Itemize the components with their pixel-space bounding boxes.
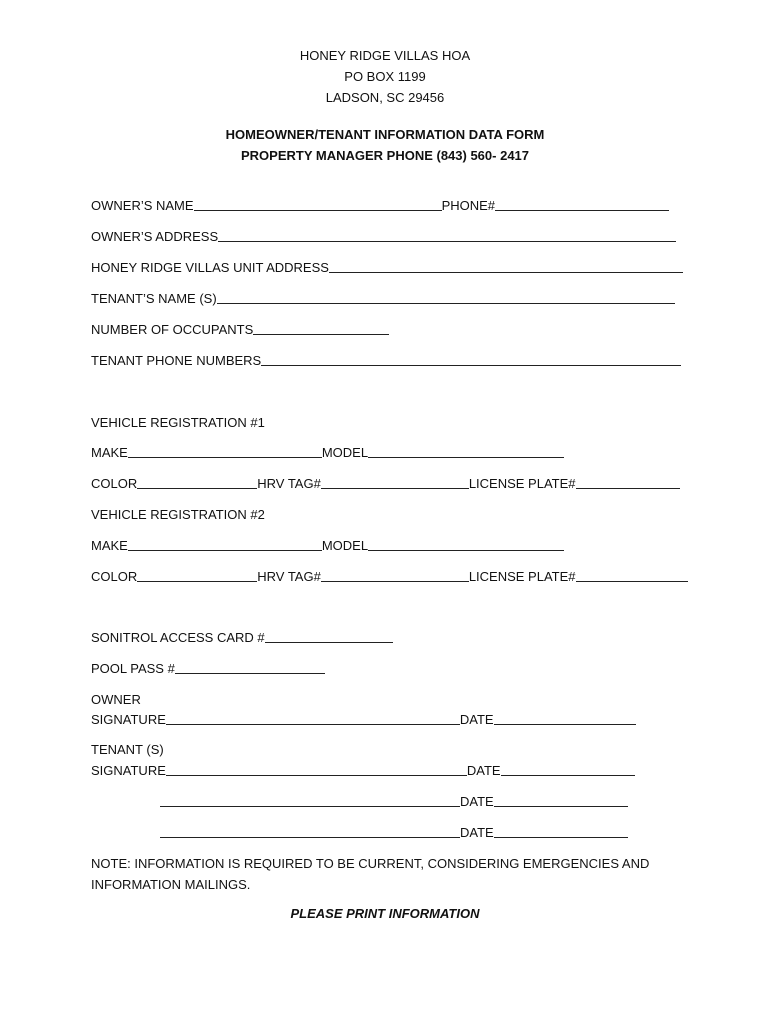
make-label: MAKE [91, 538, 128, 553]
pool-pass-row [91, 661, 325, 676]
footer-instruction: PLEASE PRINT INFORMATION [290, 906, 480, 921]
vehicle2-make-field[interactable] [128, 538, 322, 551]
owner-address-row [91, 229, 676, 244]
vehicle2-plate-field[interactable] [576, 569, 688, 582]
owner-address-label: OWNER’S ADDRESS [91, 229, 219, 244]
unit-address-row [91, 260, 683, 275]
occupants-row [91, 322, 389, 337]
pool-pass-label: POOL PASS # [91, 661, 175, 676]
tenant-signature-row-2 [160, 794, 628, 809]
tenant-name-row [91, 291, 675, 306]
tenant-signature-row-1 [91, 763, 635, 778]
vehicle1-make-field[interactable] [128, 445, 322, 458]
color-label: COLOR [91, 476, 138, 491]
tenant-date-field-3[interactable] [494, 825, 628, 838]
tenant-phone-label: TENANT PHONE NUMBERS [91, 353, 262, 368]
tenant-signature-field-1[interactable] [166, 763, 467, 776]
tenant-signature-field-3[interactable] [160, 825, 460, 838]
city-line: LADSON, SC 29456 [325, 90, 445, 105]
owner-label-row [91, 692, 141, 707]
vehicle1-heading [91, 415, 265, 430]
vehicle1-make-row [91, 445, 564, 460]
date-label: DATE [460, 794, 494, 809]
vehicle2-make-row [91, 538, 564, 553]
date-label: DATE [460, 825, 494, 840]
vehicle1-plate-field[interactable] [576, 476, 680, 489]
vehicle1-tag-field[interactable] [321, 476, 469, 489]
vehicle2-color-row [91, 569, 688, 584]
tenant-phone-field[interactable] [261, 353, 681, 366]
occupants-label: NUMBER OF OCCUPANTS [91, 322, 254, 337]
owner-name-field[interactable] [194, 198, 442, 211]
owner-name-row [91, 198, 669, 213]
note-text: NOTE: INFORMATION IS REQUIRED TO BE CURRENT, CONSIDERING EMERGENCIES AND INFORMATION MAILINGS. [91, 856, 650, 892]
tenant-signature-row-3 [160, 825, 628, 840]
unit-address-field[interactable] [329, 260, 683, 273]
tenant-signature-field-2[interactable] [160, 794, 460, 807]
owner-signature-field[interactable] [166, 712, 460, 725]
owner-date-field[interactable] [494, 712, 636, 725]
form-title: HOMEOWNER/TENANT INFORMATION DATA FORM [225, 127, 545, 142]
phone-field[interactable] [495, 198, 669, 211]
vehicle1-color-field[interactable] [137, 476, 257, 489]
tenant-name-field[interactable] [217, 291, 675, 304]
tag-label: HRV TAG# [257, 476, 321, 491]
vehicle1-model-field[interactable] [368, 445, 564, 458]
occupants-field[interactable] [253, 322, 389, 335]
vehicle2-tag-field[interactable] [321, 569, 469, 582]
tenant-label: TENANT (S) [91, 742, 164, 757]
unit-address-label: HONEY RIDGE VILLAS UNIT ADDRESS [91, 260, 329, 275]
po-box: PO BOX 1199 [344, 69, 426, 84]
tag-label: HRV TAG# [257, 569, 321, 584]
signature-label: SIGNATURE [91, 763, 166, 778]
tenant-label-row [91, 742, 164, 757]
org-name: HONEY RIDGE VILLAS HOA [299, 48, 471, 63]
tenant-name-label: TENANT’S NAME (S) [91, 291, 217, 306]
owner-label: OWNER [91, 692, 141, 707]
vehicle2-heading-text: VEHICLE REGISTRATION #2 [91, 507, 265, 522]
vehicle1-color-row [91, 476, 680, 491]
phone-label: PHONE# [441, 198, 496, 213]
date-label: DATE [466, 763, 501, 778]
signature-label: SIGNATURE [91, 712, 166, 727]
model-label: MODEL [321, 445, 369, 460]
vehicle2-model-field[interactable] [368, 538, 564, 551]
manager-phone: PROPERTY MANAGER PHONE (843) 560- 2417 [240, 148, 530, 163]
vehicle2-color-field[interactable] [137, 569, 257, 582]
plate-label: LICENSE PLATE# [468, 569, 576, 584]
access-card-label: SONITROL ACCESS CARD # [91, 630, 265, 645]
owner-signature-row [91, 712, 636, 727]
tenant-date-field-1[interactable] [501, 763, 635, 776]
date-label: DATE [459, 712, 494, 727]
color-label: COLOR [91, 569, 138, 584]
model-label: MODEL [321, 538, 369, 553]
pool-pass-field[interactable] [175, 661, 325, 674]
owner-name-label: OWNER’S NAME [91, 198, 194, 213]
plate-label: LICENSE PLATE# [468, 476, 576, 491]
vehicle1-heading-text: VEHICLE REGISTRATION #1 [91, 415, 265, 430]
owner-address-field[interactable] [218, 229, 676, 242]
tenant-date-field-2[interactable] [494, 794, 628, 807]
tenant-phone-row [91, 353, 681, 368]
vehicle2-heading [91, 507, 265, 522]
access-card-field[interactable] [265, 630, 393, 643]
make-label: MAKE [91, 445, 128, 460]
access-card-row [91, 630, 393, 645]
